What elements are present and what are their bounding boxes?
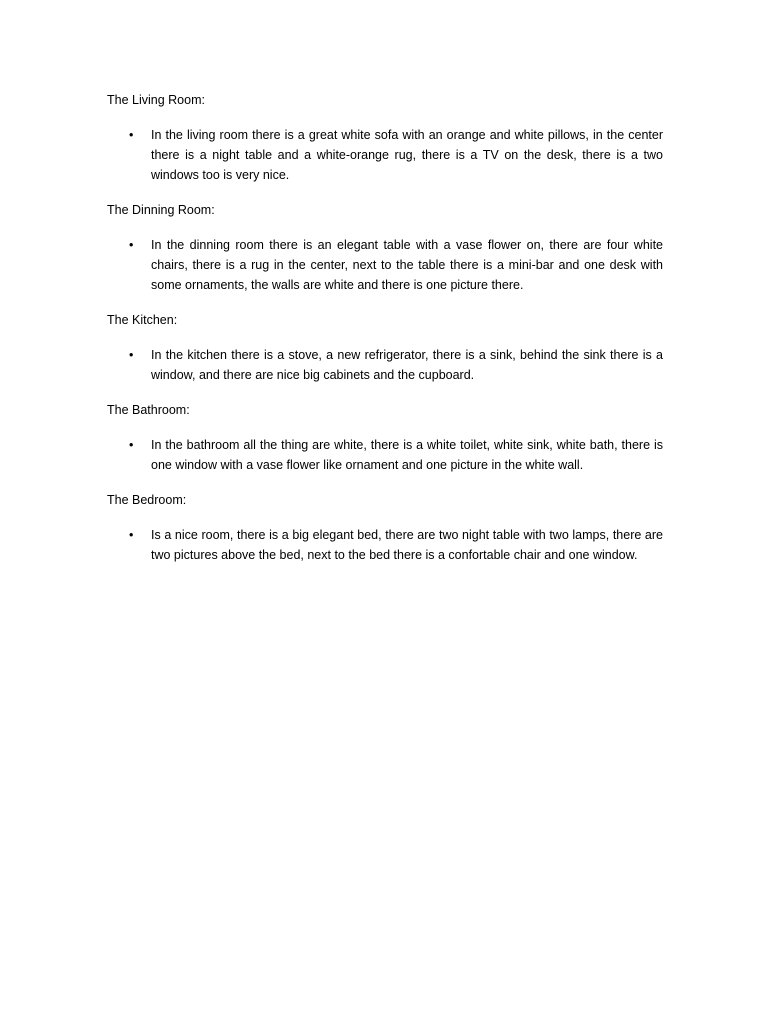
section-living-room xyxy=(107,91,663,185)
bullet-text: In the kitchen there is a stove, a new refrigerator, there is a sink, behind the sink there is a window, and there are nice big cabinets and the cupboard. xyxy=(151,348,663,382)
section-dinning-room xyxy=(107,201,663,295)
bullet-item xyxy=(107,235,663,295)
section-bathroom xyxy=(107,401,663,475)
section-heading: The Kitchen: xyxy=(107,313,178,327)
bullet-item xyxy=(107,525,663,565)
bullet-item xyxy=(107,345,663,385)
bullet-text: Is a nice room, there is a big elegant bed, there are two night table with two lamps, there are two pictures above the bed, next to the bed there is a confortable chair and one window. xyxy=(151,528,663,562)
bullet-icon: • xyxy=(129,128,134,142)
bullet-text: In the living room there is a great white sofa with an orange and white pillows, in the center there is a night table and a white-orange rug, there is a TV on the desk, there is a two windows too is very nice. xyxy=(151,128,663,182)
section-bedroom xyxy=(107,491,663,565)
bullet-icon: • xyxy=(129,348,134,362)
section-heading: The Living Room: xyxy=(107,93,205,107)
section-kitchen xyxy=(107,311,663,385)
section-heading: The Bathroom: xyxy=(107,403,190,417)
bullet-icon: • xyxy=(129,528,134,542)
bullet-icon: • xyxy=(129,238,134,252)
bullet-item xyxy=(107,435,663,475)
section-heading: The Bedroom: xyxy=(107,493,187,507)
bullet-text: In the dinning room there is an elegant table with a vase flower on, there are four white chairs, there is a rug in the center, next to the table there is a mini-bar and one desk with some ornaments, the walls are white and there is one picture there. xyxy=(151,238,663,292)
document-body xyxy=(107,91,663,581)
bullet-icon: • xyxy=(129,438,134,452)
bullet-text: In the bathroom all the thing are white, there is a white toilet, white sink, white bath, there is one window with a vase flower like ornament and one picture in the white wall. xyxy=(151,438,663,472)
section-heading: The Dinning Room: xyxy=(107,203,215,217)
bullet-item xyxy=(107,125,663,185)
